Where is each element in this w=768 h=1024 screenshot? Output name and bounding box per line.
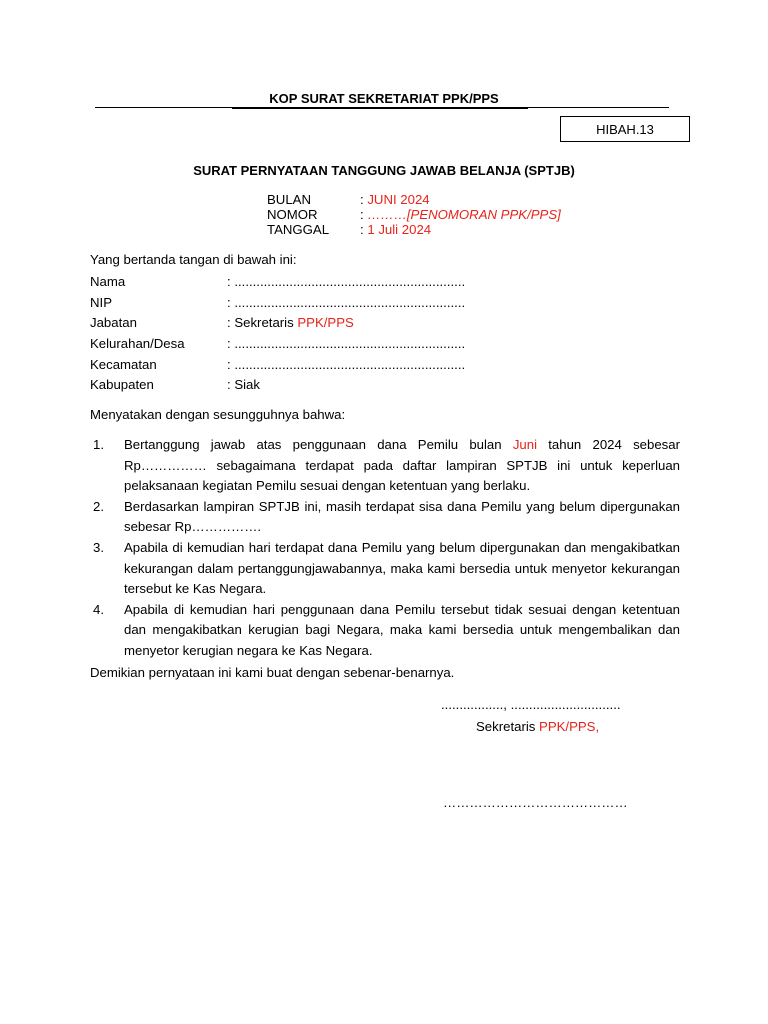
meta-colon: :	[360, 192, 368, 207]
list-item	[90, 538, 680, 600]
field-value: : ...............................................................	[227, 356, 466, 372]
document-meta	[267, 192, 561, 237]
field-value: : Siak	[227, 377, 260, 393]
meta-bulan-value: JUNI 2024	[367, 192, 430, 207]
field-value: : ...............................................................	[227, 336, 466, 352]
letterhead-title: KOP SURAT SEKRETARIAT PPK/PPS	[269, 91, 499, 106]
signer-fields	[90, 274, 465, 398]
meta-tanggal	[267, 222, 561, 237]
meta-bulan	[267, 192, 561, 207]
meta-colon: :	[360, 222, 368, 237]
meta-nomor-label: NOMOR	[267, 207, 318, 222]
meta-tanggal-value: 1 Juli 2024	[367, 222, 432, 237]
declaration-intro: Menyatakan dengan sesungguhnya bahwa:	[90, 407, 346, 422]
signature-place-date: ................., ..............................	[441, 697, 621, 712]
field-value: : Sekretaris	[227, 315, 298, 331]
field-value: : ...............................................................	[227, 294, 466, 310]
field-label: Jabatan	[90, 315, 137, 331]
meta-nomor	[267, 207, 561, 222]
field-value: : ...............................................................	[227, 274, 466, 289]
meta-colon: :	[360, 207, 368, 222]
field-label: Nama	[90, 274, 126, 289]
list-number: 3.	[93, 539, 104, 555]
field-kelurahan	[90, 336, 465, 357]
field-label: Kecamatan	[90, 356, 157, 372]
form-code: HIBAH.13	[596, 121, 654, 137]
document-title: SURAT PERNYATAAN TANGGUNG JAWAB BELANJA (SPTJB)	[193, 163, 575, 178]
list-text: Apabila di kemudian hari penggunaan dana Pemilu tersebut tidak sesuai dengan ketentuan dan mengakibatkan kerugian bagi Negara, maka kami bersedia untuk mengembalikan dan menyetor kerugian negara ke Kas Negara.	[124, 601, 680, 658]
signature-title-prefix: Sekretaris	[476, 719, 540, 734]
signature-name-line: ……………………………………	[443, 795, 628, 810]
field-jabatan	[90, 315, 465, 336]
meta-nomor-value: ………[PENOMORAN PPK/PPS]	[367, 207, 561, 222]
field-kabupaten	[90, 377, 465, 398]
intro-text: Yang bertanda tangan di bawah ini:	[90, 252, 297, 267]
list-text: Bertanggung jawab atas penggunaan dana Pemilu bulan	[124, 437, 513, 452]
field-label: Kabupaten	[90, 377, 154, 393]
list-item	[90, 497, 680, 538]
form-code-box	[560, 116, 690, 142]
field-label: NIP	[90, 294, 112, 310]
closing-statement: Demikian pernyataan ini kami buat dengan sebenar-benarnya.	[90, 665, 455, 680]
field-value-highlight: PPK/PPS	[297, 315, 354, 331]
list-text-highlight: Juni	[512, 437, 538, 452]
letterhead-rule-thick	[232, 107, 528, 109]
list-number: 1.	[93, 437, 104, 452]
field-label: Kelurahan/Desa	[90, 336, 185, 352]
list-text: Apabila di kemudian hari terdapat dana Pemilu yang belum dipergunakan dan mengakibatkan kekurangan dalam pertanggungjawabannya, maka kami bersedia untuk menyetor kekurangan tersebut ke Kas Negara.	[124, 539, 680, 597]
field-kecamatan	[90, 357, 465, 378]
meta-bulan-label: BULAN	[267, 192, 311, 207]
statement-list	[90, 435, 680, 662]
list-text: Berdasarkan lampiran SPTJB ini, masih terdapat sisa dana Pemilu yang belum dipergunakan sebesar Rp…………….	[124, 498, 680, 535]
field-nama	[90, 274, 465, 295]
list-item	[90, 435, 680, 497]
signature-title-highlight: PPK/PPS,	[539, 719, 600, 734]
list-number: 4.	[93, 601, 104, 617]
list-text: tahun 2024 sebesar Rp…………… sebagaimana terdapat pada daftar lampiran SPTJB ini untuk keperluan pelaksanaan kegiatan Pemilu sesuai dengan ketentuan yang berlaku.	[124, 437, 680, 494]
field-nip	[90, 295, 465, 316]
list-item	[90, 600, 680, 662]
list-number: 2.	[93, 498, 104, 514]
signature-title	[476, 719, 599, 734]
meta-tanggal-label: TANGGAL	[267, 222, 330, 237]
